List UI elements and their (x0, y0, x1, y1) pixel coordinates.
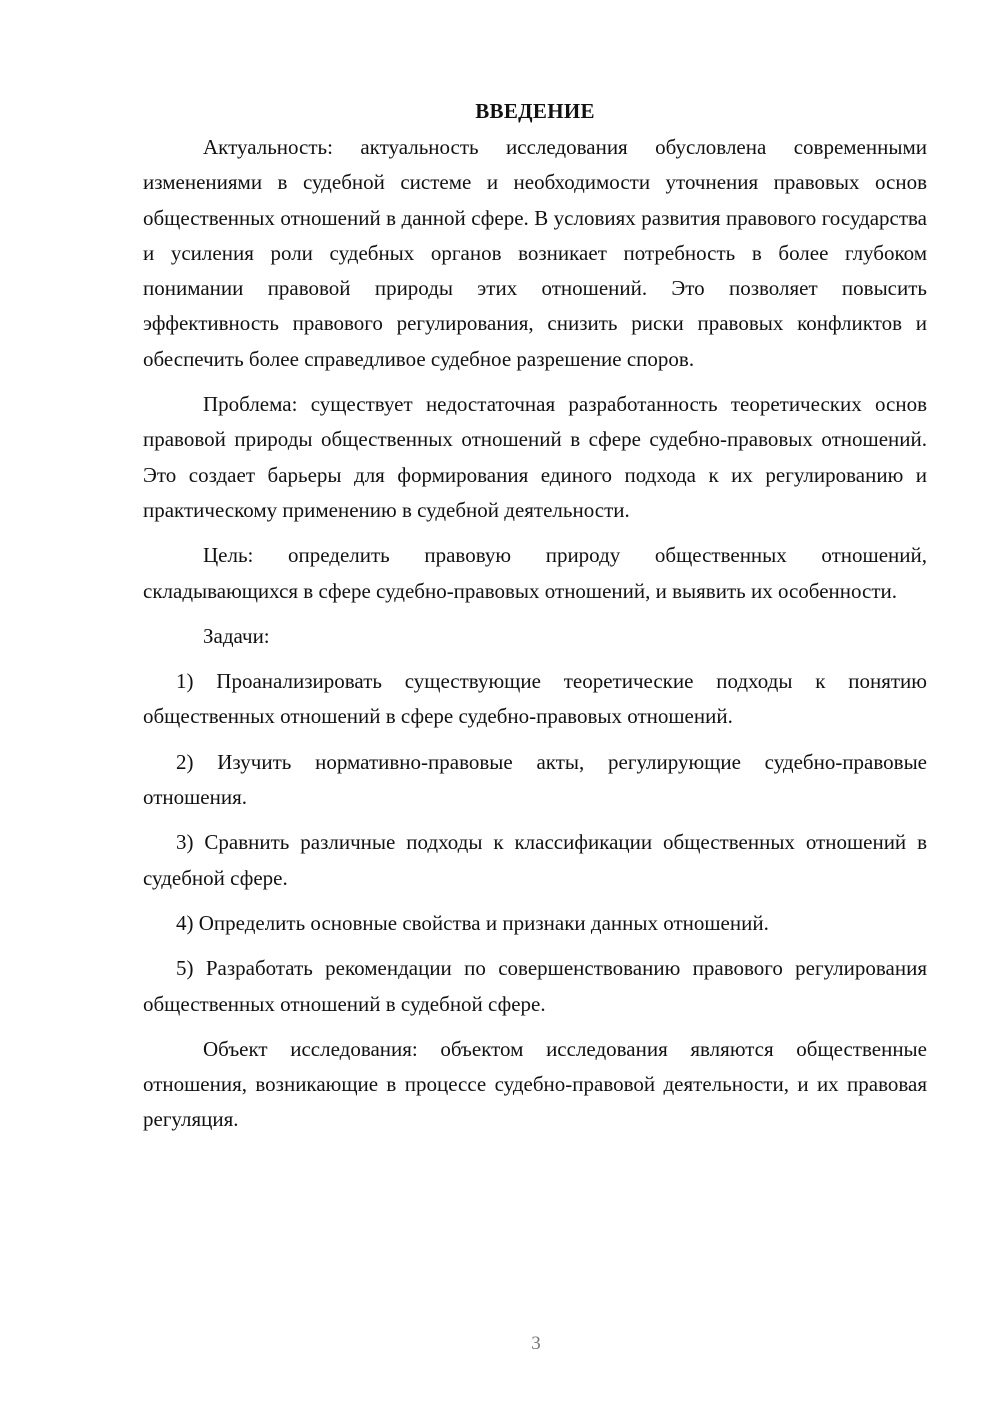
document-body (143, 94, 927, 1138)
task-item-4: 4) Определить основные свойства и признаки данных отношений. (176, 910, 769, 935)
relevance-paragraph: Актуальность: актуальность исследования обусловлена современными изменениями в судебной системе и необходимости уточнения правовых основ общественных отношений в данной сфере. В условиях развития правового государства и усиления роли судебных органов возникает потребность в более глубоком понимании правовой природы этих отношений. Это позволяет повысить эффективность правового регулирования, снизить риски правовых конфликтов и обеспечить более справедливое судебное разрешение споров. (143, 135, 927, 371)
page-title: ВВЕДЕНИЕ (475, 99, 595, 123)
page-number: 3 (531, 1333, 541, 1354)
object-paragraph: Объект исследования: объектом исследования являются общественные отношения, возникающие в процессе судебно-правовой деятельности, и их правовая регуляция. (143, 1036, 927, 1132)
tasks-heading: Задачи: (203, 623, 270, 648)
task-item-5: 5) Разработать рекомендации по совершенствованию правового регулирования общественных отношений в судебной сфере. (143, 956, 927, 1016)
goal-paragraph: Цель: определить правовую природу общественных отношений, складывающихся в сфере судебно-правовых отношений, и выявить их особенности. (143, 543, 927, 603)
task-item-3: 3) Сравнить различные подходы к классификации общественных отношений в судебной сфере. (143, 830, 927, 890)
task-item-1: 1) Проанализировать существующие теоретические подходы к понятию общественных отношений в сфере судебно-правовых отношений. (143, 669, 927, 729)
task-item-2: 2) Изучить нормативно-правовые акты, регулирующие судебно-правовые отношения. (143, 749, 927, 810)
problem-paragraph: Проблема: существует недостаточная разработанность теоретических основ правовой природы общественных отношений в сфере судебно-правовых отношений. Это создает барьеры для формирования единого подхода к их регулированию и практическому применению в судебной деятельности. (143, 392, 927, 522)
